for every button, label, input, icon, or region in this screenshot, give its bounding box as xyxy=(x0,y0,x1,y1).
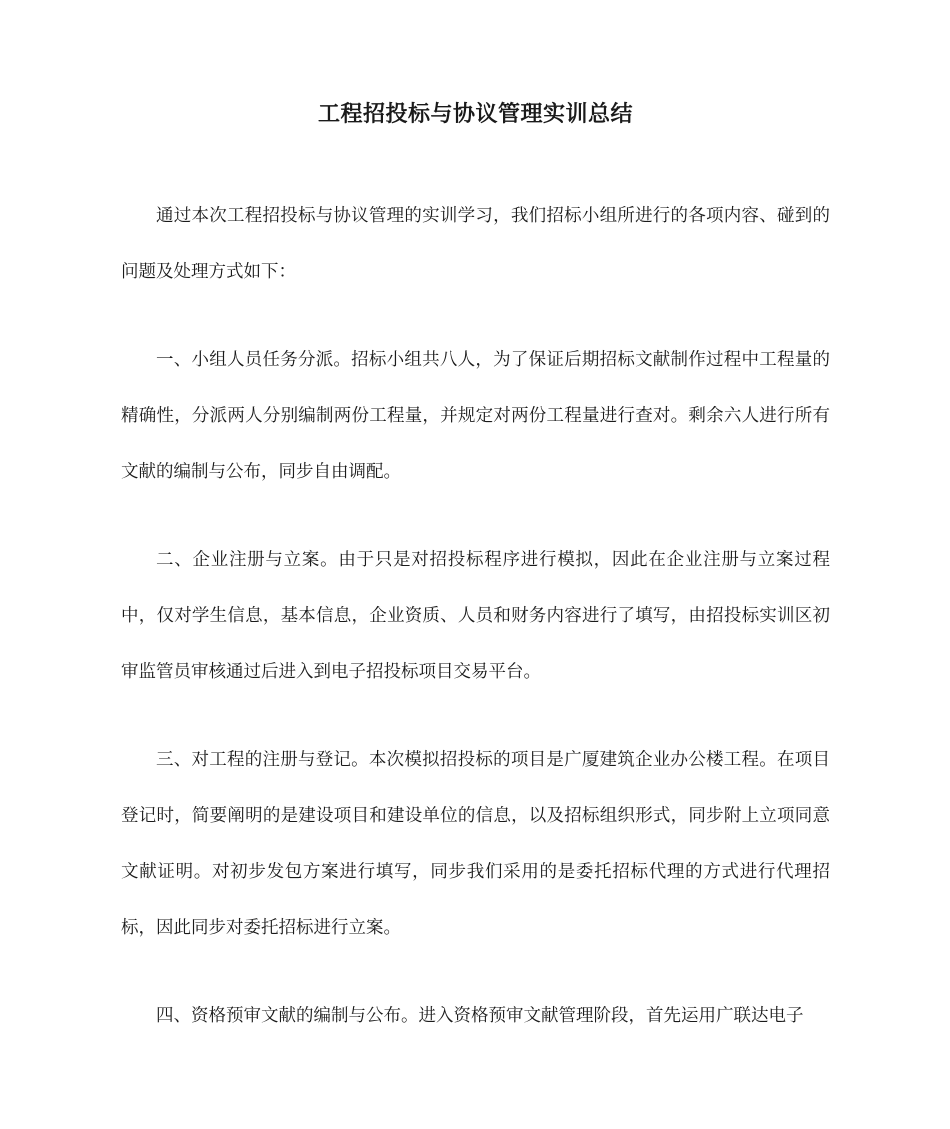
paragraph-project-registration: 三、对工程的注册与登记。本次模拟招投标的项目是广厦建筑企业办公楼工程。在项目登记时，简要阐明的是建设项目和建设单位的信息，以及招标组织形式，同步附上立项同意文献证明。对初步发包方案进行填写，同步我们采用的是委托招标代理的方式进行代理招标，因此同步对委托招标进行立案。 xyxy=(121,750,830,938)
document-body xyxy=(121,188,830,1044)
paragraph-company-registration: 二、企业注册与立案。由于只是对招投标程序进行模拟，因此在企业注册与立案过程中，仅对学生信息，基本信息，企业资质、人员和财务内容进行了填写，由招投标实训区初审监管员审核通过后进入到电子招投标项目交易平台。 xyxy=(121,550,830,682)
paragraph-prequalification: 四、资格预审文献的编制与公布。进入资格预审文献管理阶段，首先运用广联达电子 xyxy=(156,1006,804,1026)
paragraph-intro: 通过本次工程招投标与协议管理的实训学习，我们招标小组所进行的各项内容、碰到的问题及处理方式如下： xyxy=(121,206,830,282)
document-title: 工程招投标与协议管理实训总结 xyxy=(317,102,633,127)
paragraph-task-assignment: 一、小组人员任务分派。招标小组共八人，为了保证后期招标文献制作过程中工程量的精确性，分派两人分别编制两份工程量，并规定对两份工程量进行查对。剩余六人进行所有文献的编制与公布，同步自由调配。 xyxy=(121,350,830,482)
